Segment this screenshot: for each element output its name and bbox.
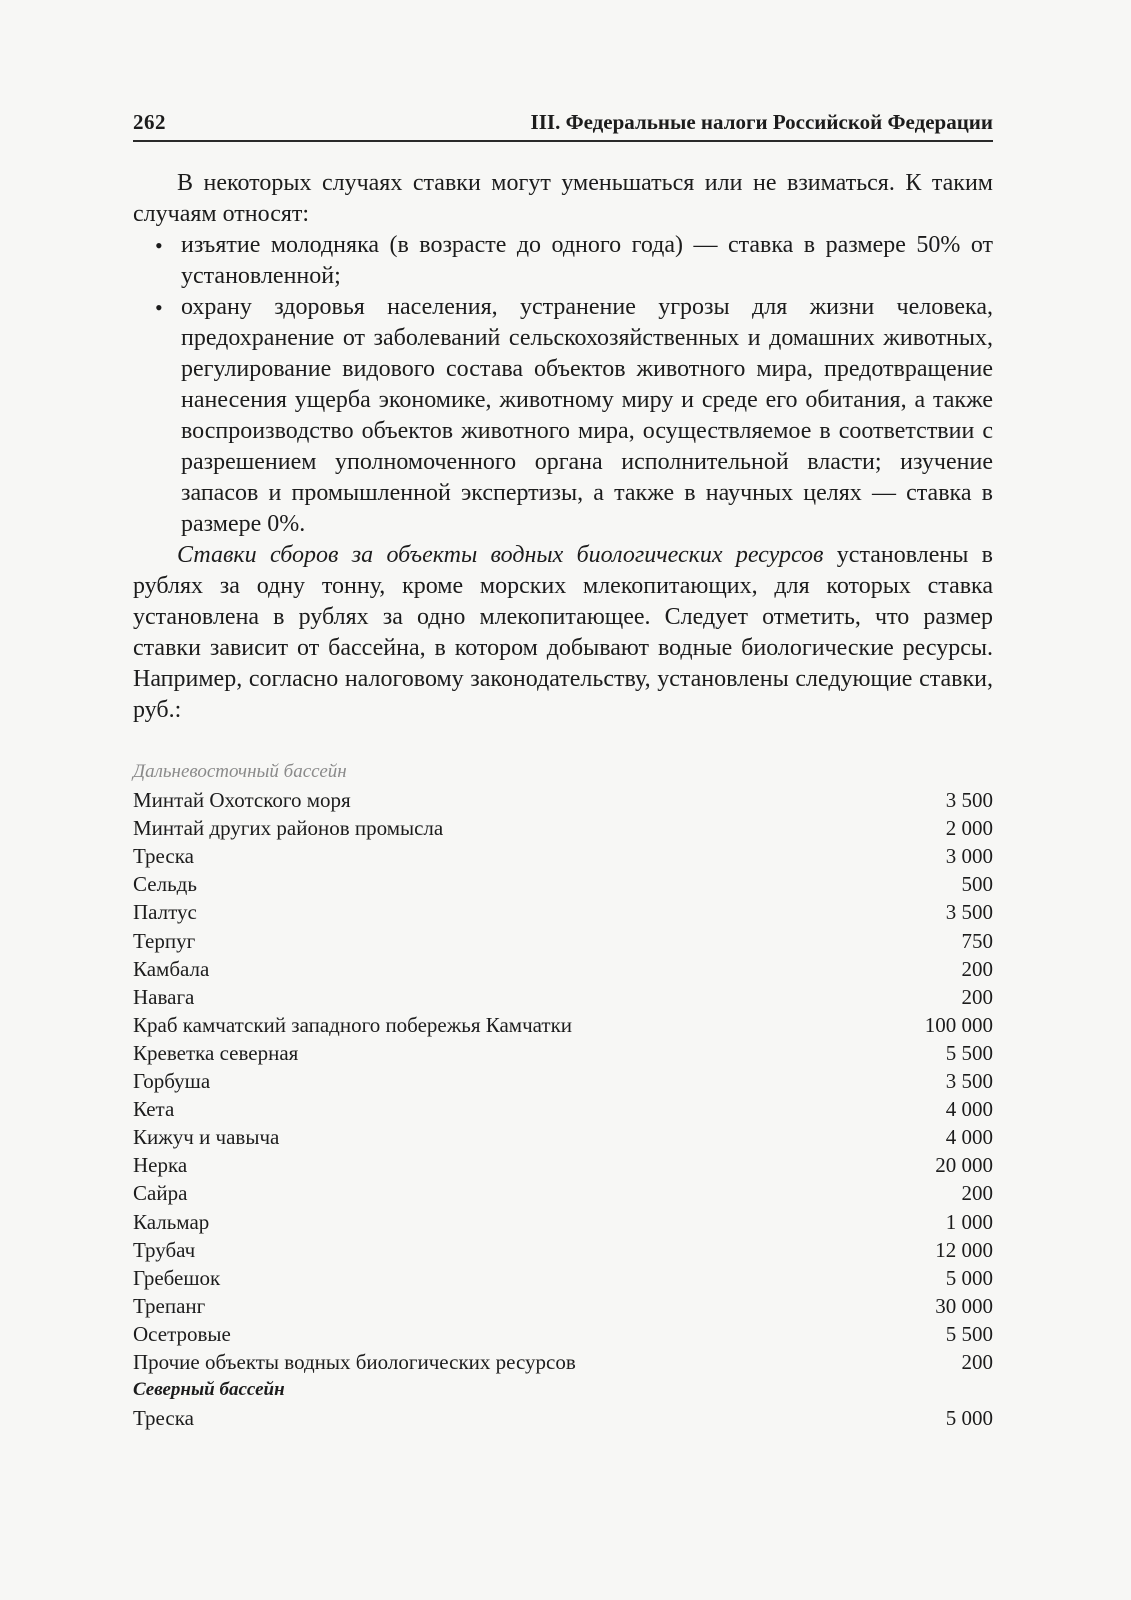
rate-name: Креветка северная bbox=[133, 1040, 299, 1065]
rate-row bbox=[133, 1292, 993, 1320]
rates-paragraph-text: установлены в рублях за одну тонну, кроме морских млекопитающих, для которых ставка установлена в рублях за одно млекопитающее. Следует отметить, что размер ставки зависит от бассейна, в котором добывают водные биологические ресурсы. Например, согласно налоговому законодательству, установлены следующие ставки, руб.: bbox=[133, 542, 994, 723]
rate-row bbox=[133, 1348, 993, 1376]
body-text bbox=[133, 168, 993, 726]
rate-row bbox=[133, 1320, 993, 1348]
rate-value: 200 bbox=[961, 984, 993, 1009]
far-east-rows bbox=[133, 786, 993, 1376]
rate-name: Кижуч и чавыча bbox=[133, 1125, 280, 1150]
rate-row bbox=[133, 983, 993, 1011]
rate-value: 3 500 bbox=[945, 900, 993, 925]
rate-name: Осетровые bbox=[133, 1321, 231, 1346]
rates-paragraph-emphasis: Ставки сборов за объекты водных биологических ресурсов bbox=[177, 542, 824, 568]
rate-value: 5 500 bbox=[945, 1040, 993, 1065]
rate-value: 500 bbox=[961, 872, 993, 897]
rate-name: Терпуг bbox=[133, 928, 196, 953]
rate-row bbox=[133, 1404, 993, 1432]
rate-row bbox=[133, 1123, 993, 1151]
rate-row bbox=[133, 1039, 993, 1067]
rate-value: 30 000 bbox=[935, 1293, 993, 1318]
rate-name: Палтус bbox=[133, 900, 197, 925]
rate-name: Трубач bbox=[133, 1237, 196, 1262]
rate-value: 12 000 bbox=[935, 1237, 993, 1262]
rate-value: 4 000 bbox=[945, 1097, 993, 1122]
bullet-item: • изъятие молодняка (в возрасте до одного года) — ставка в размере 50% от установленной; bbox=[181, 230, 993, 292]
rate-value: 750 bbox=[961, 928, 993, 953]
far-east-heading: Дальневосточный бассейн bbox=[133, 761, 347, 782]
rate-row bbox=[133, 1095, 993, 1123]
page bbox=[133, 110, 993, 1432]
rate-row bbox=[133, 1151, 993, 1179]
rate-value: 100 000 bbox=[924, 1012, 993, 1037]
rate-name: Треска bbox=[133, 844, 194, 869]
intro-paragraph: В некоторых случаях ставки могут уменьшаться или не взиматься. К таким случаям относят: bbox=[133, 170, 993, 227]
rate-name: Кета bbox=[133, 1097, 175, 1122]
page-number: 262 bbox=[133, 110, 166, 134]
running-head bbox=[133, 110, 993, 142]
rate-name: Сайра bbox=[133, 1181, 188, 1206]
rate-row bbox=[133, 1236, 993, 1264]
rate-value: 20 000 bbox=[935, 1153, 993, 1178]
rate-name: Навага bbox=[133, 984, 195, 1009]
rate-row bbox=[133, 870, 993, 898]
rate-row bbox=[133, 786, 993, 814]
rate-value: 200 bbox=[961, 956, 993, 981]
rate-name: Трепанг bbox=[133, 1293, 206, 1318]
rate-name: Нерка bbox=[133, 1153, 188, 1178]
rate-value: 1 000 bbox=[945, 1209, 993, 1234]
rate-name: Краб камчатский западного побережья Камчатки bbox=[133, 1012, 573, 1037]
bullet-list bbox=[133, 230, 993, 540]
rate-row bbox=[133, 1208, 993, 1236]
rate-name: Кальмар bbox=[133, 1209, 210, 1234]
rate-value: 4 000 bbox=[945, 1125, 993, 1150]
rates-list bbox=[133, 758, 993, 1432]
rate-value: 2 000 bbox=[945, 816, 993, 841]
rate-name: Минтай других районов промысла bbox=[133, 816, 444, 841]
rate-value: 200 bbox=[961, 1181, 993, 1206]
north-rows bbox=[133, 1404, 993, 1432]
rate-value: 3 500 bbox=[945, 788, 993, 813]
bullet-item: • охрану здоровья населения, устранение угрозы для жизни человека, предохранение от заболеваний сельскохозяйственных и домашних животных, регулирование видового состава объектов животного мира, предотвращение нанесения ущерба экономике, животному миру и среде его обитания, а также воспроизводство объектов животного мира, осуществляемое в соответствии с разрешением уполномоченного органа исполнительной власти; изучение запасов и промышленной экспертизы, а также в научных целях — ставка в размере 0%. bbox=[181, 292, 993, 540]
rate-value: 200 bbox=[961, 1349, 993, 1374]
rate-row bbox=[133, 842, 993, 870]
rate-row bbox=[133, 1264, 993, 1292]
rate-value: 5 000 bbox=[945, 1265, 993, 1290]
rate-value: 5 000 bbox=[945, 1406, 993, 1431]
rate-row bbox=[133, 1011, 993, 1039]
chapter-title: III. Федеральные налоги Российской Федерации bbox=[530, 110, 993, 134]
rate-value: 3 500 bbox=[945, 1069, 993, 1094]
rate-row bbox=[133, 1179, 993, 1207]
rates-paragraph bbox=[133, 540, 993, 726]
rate-name: Сельдь bbox=[133, 872, 197, 897]
rate-value: 5 500 bbox=[945, 1321, 993, 1346]
rate-value: 3 000 bbox=[945, 844, 993, 869]
rate-name: Камбала bbox=[133, 956, 210, 981]
rate-name: Горбуша bbox=[133, 1069, 211, 1094]
rate-name: Треска bbox=[133, 1406, 194, 1431]
rate-row bbox=[133, 1067, 993, 1095]
rate-name: Гребешок bbox=[133, 1265, 221, 1290]
rate-row bbox=[133, 955, 993, 983]
north-heading: Северный бассейн bbox=[133, 1379, 285, 1401]
rate-row bbox=[133, 927, 993, 955]
rate-row bbox=[133, 814, 993, 842]
rate-name: Прочие объекты водных биологических ресурсов bbox=[133, 1349, 576, 1374]
rate-name: Минтай Охотского моря bbox=[133, 788, 351, 813]
rate-row bbox=[133, 898, 993, 926]
